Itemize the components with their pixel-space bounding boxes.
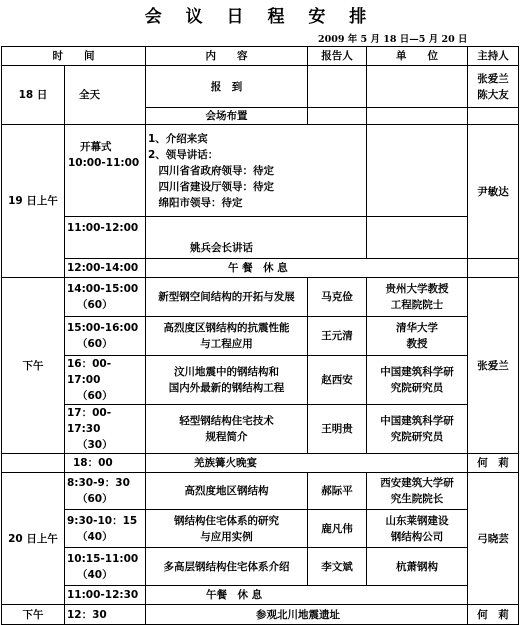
table-row: [2, 259, 519, 278]
time-cell: 18：00: [65, 454, 146, 473]
host-cell: 何 莉: [468, 605, 519, 625]
table-row: [2, 405, 519, 454]
time-cell: 10:15-11:00 （40）: [65, 548, 146, 586]
table-row: [2, 356, 519, 405]
content-cell: 会场布置: [146, 108, 308, 125]
reporter-cell: 李文斌: [308, 548, 367, 586]
time-cell: 12:00-14:00: [65, 259, 146, 278]
reporter-cell: 赵西安: [308, 356, 367, 405]
host-cell: 张爱兰 陈大友: [468, 66, 519, 108]
content-cell: 1、介绍来宾 2、领导讲话： 四川省省政府领导：待定 四川省建设厅领导：待定 绵阳市领导：待定: [146, 125, 367, 217]
content-cell: 姚兵会长讲话: [146, 217, 367, 259]
header-content: 内 容: [146, 47, 308, 66]
header-time: 时 间: [2, 47, 146, 66]
host-cell: 张爱兰: [468, 278, 519, 454]
reporter-cell: 王元清: [308, 317, 367, 356]
host-cell: 尹敏达: [468, 125, 519, 259]
schedule-table: [1, 46, 519, 625]
content-cell: 午餐 休 息: [146, 586, 468, 605]
header-reporter: 报告人: [308, 47, 367, 66]
host-cell: 弓晓芸: [468, 473, 519, 605]
host-cell: 何 莉: [468, 454, 519, 473]
period-cell: 全天: [65, 66, 146, 125]
table-row: [2, 473, 519, 510]
table-row: [2, 317, 519, 356]
table-row: [2, 217, 519, 259]
table-row: [2, 454, 519, 473]
day-cell: 下午: [2, 605, 65, 625]
day-cell: 18 日: [2, 66, 65, 125]
content-cell: 羌族篝火晚宴: [146, 454, 468, 473]
time-cell: 8:30-9：30 （60）: [65, 473, 146, 510]
table-row: [2, 605, 519, 625]
header-host: 主持人: [468, 47, 519, 66]
content-cell: 高烈度区钢结构的抗震性能 与工程应用: [146, 317, 308, 356]
content-cell: 汶川地震中的钢结构和 国内外最新的钢结构工程: [146, 356, 308, 405]
time-cell: 11:00-12:00: [65, 217, 146, 259]
time-cell: 16：00-17:00 （60）: [65, 356, 146, 405]
content-cell: 高烈度地区钢结构: [146, 473, 308, 510]
unit-cell: 清华大学 教授: [367, 317, 468, 356]
reporter-cell: 马克俭: [308, 278, 367, 317]
page-title: 会 议 日 程 安 排: [144, 7, 376, 27]
time-cell: 17：00-17:30 （30）: [65, 405, 146, 454]
reporter-cell: 王明贵: [308, 405, 367, 454]
content-cell: 午 餐 休 息: [146, 259, 468, 278]
time-cell: 开幕式 10:00-11:00: [65, 125, 146, 217]
time-cell: 11:00-12:30: [65, 586, 146, 605]
table-row: [2, 586, 519, 605]
time-cell: 14:00-15:00 （60）: [65, 278, 146, 317]
content-cell: 报 到: [146, 66, 308, 108]
content-cell: 轻型钢结构住宅技术 规程简介: [146, 405, 308, 454]
unit-cell: 中国建筑科学研 究院研究员: [367, 356, 468, 405]
content-cell: 多高层钢结构住宅体系介绍: [146, 548, 308, 586]
time-cell: 15:00-16:00 （60）: [65, 317, 146, 356]
table-row: [2, 66, 519, 108]
header-row: [2, 47, 519, 66]
table-row: [2, 125, 519, 217]
unit-cell: 山东莱钢建设 钢结构公司: [367, 510, 468, 548]
unit-cell: 贵州大学教授 工程院院士: [367, 278, 468, 317]
header-unit: 单 位: [367, 47, 468, 66]
reporter-cell: 郝际平: [308, 473, 367, 510]
table-row: [2, 548, 519, 586]
unit-cell: 中国建筑科学研 究院研究员: [367, 405, 468, 454]
reporter-cell: 鹿凡伟: [308, 510, 367, 548]
unit-cell: 杭萧钢构: [367, 548, 468, 586]
content-cell: 参观北川地震遗址: [146, 605, 468, 625]
content-cell: 新型钢空间结构的开拓与发展: [146, 278, 308, 317]
day-cell: 19 日上午: [2, 125, 65, 278]
day-cell: 20 日上午: [2, 473, 65, 605]
date-range: 2009 年 5 月 18 日—5 月 20 日: [318, 34, 468, 45]
time-cell: 9:30-10：15 （40）: [65, 510, 146, 548]
unit-cell: 西安建筑大学研 究生院院长: [367, 473, 468, 510]
table-row: [2, 510, 519, 548]
day-cell: 下午: [2, 278, 65, 454]
table-row: [2, 278, 519, 317]
time-cell: 12：30: [65, 605, 146, 625]
content-cell: 钢结构住宅体系的研究 与应用实例: [146, 510, 308, 548]
